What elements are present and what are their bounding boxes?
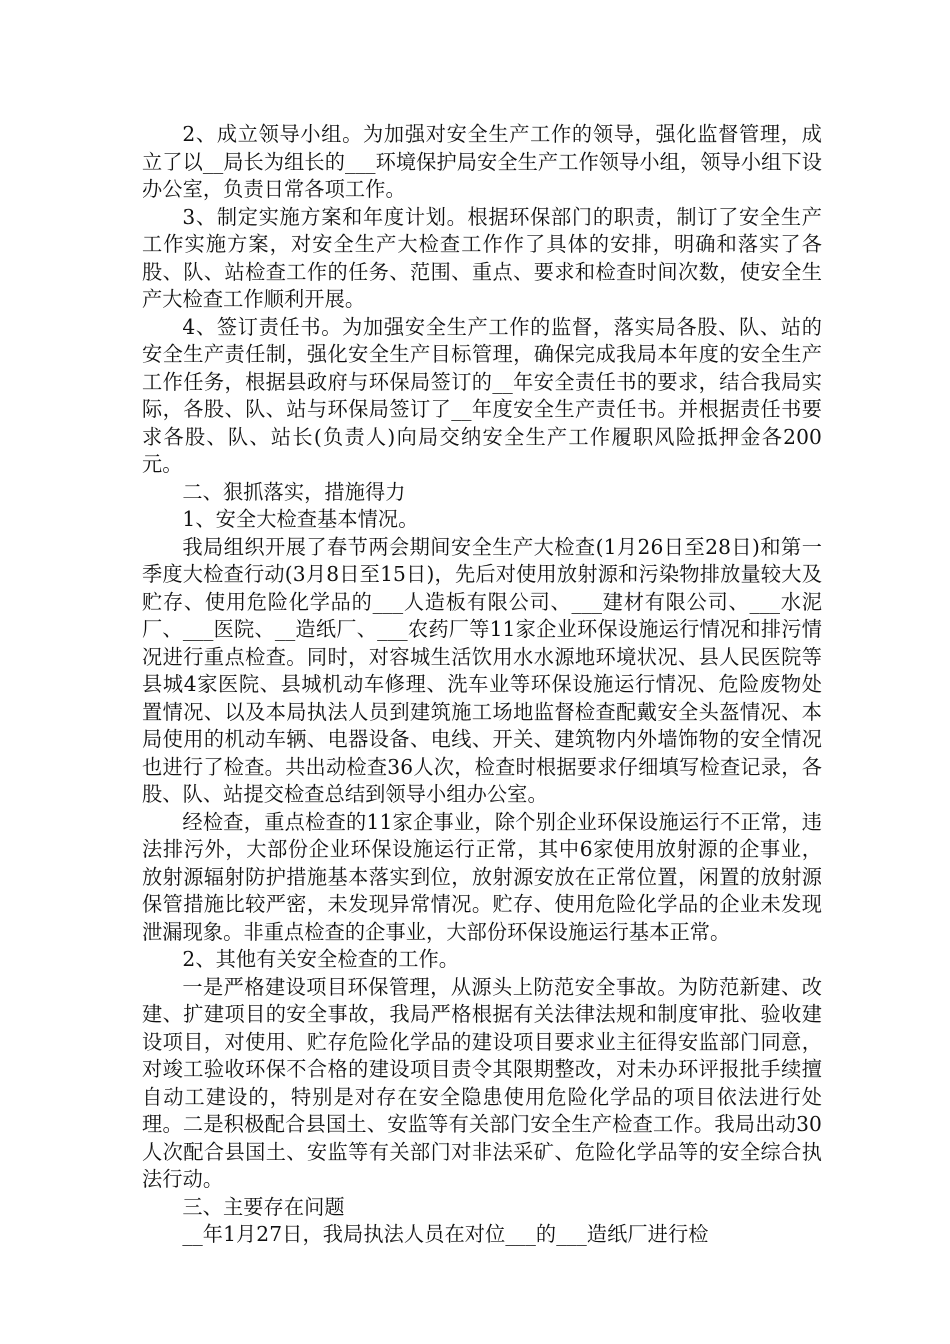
paragraph-other-inspections: 一是严格建设项目环保管理，从源头上防范安全事故。为防范新建、改建、扩建项目的安全事故，我局严格根据有关法律法规和制度审批、验收建设项目，对使用、贮存危险化学品的建设项目要求业主征得安监部门同意，对竣工验收环保不合格的建设项目责令其限期整改，对未办环评报批手续擅自动工建设的，特别是对存在安全隐患使用危险化学品的项目依法进行处理。二是积极配合县国土、安监等有关部门安全生产检查工作。我局出动30人次配合县国土、安监等有关部门对非法采矿、危险化学品等的安全综合执法行动。: [142, 974, 822, 1191]
document-body: [142, 121, 822, 1249]
paragraph-responsibility-letter: 4、签订责任书。为加强安全生产工作的监督，落实局各股、队、站的安全生产责任制，强化安全生产目标管理，确保完成我局本年度的安全生产工作任务，根据县政府与环保局签订的__年安全责任书的要求，结合我局实际，各股、队、站与环保局签订了__年度安全生产责任书。并根据责任书要求各股、队、站长(负责人)向局交纳安全生产工作履职风险抵押金各200元。: [142, 314, 822, 476]
paragraph-inspection-results: 经检查，重点检查的11家企事业，除个别企业环保设施运行不正常，违法排污外，大部份企业环保设施运行正常，其中6家使用放射源的企事业，放射源辐射防护措施基本落实到位，放射源安放在正常位置，闲置的放射源保管措施比较严密，未发现异常情况。贮存、使用危险化学品的企业未发现泄漏现象。非重点检查的企事业，大部份环保设施运行基本正常。: [142, 809, 822, 944]
paragraph-implementation-plan: 3、制定实施方案和年度计划。根据环保部门的职责，制订了安全生产工作实施方案，对安全生产大检查工作作了具体的安排，明确和落实了各股、队、站检查工作的任务、范围、重点、要求和检查时间次数，使安全生产大检查工作顺利开展。: [142, 204, 822, 311]
subheading-other-inspections: 2、其他有关安全检查的工作。: [182, 947, 460, 971]
section-heading-implementation: 二、狠抓落实，措施得力: [182, 479, 406, 504]
paragraph-leadership-group: 2、成立领导小组。为加强对安全生产工作的领导，强化监督管理，成立了以__局长为组长的___环境保护局安全生产工作领导小组，领导小组下设办公室，负责日常各项工作。: [142, 122, 822, 201]
section-heading-problems: 三、主要存在问题: [182, 1194, 345, 1219]
paragraph-inspection-details: 我局组织开展了春节两会期间安全生产大检查(1月26日至28日)和第一季度大检查行动(3月8日至15日)，先后对使用放射源和污染物排放量较大及贮存、使用危险化学品的___人造板有限公司、___建材有限公司、___水泥厂、___医院、__造纸厂、___农药厂等11家企业环保设施运行情况和排污情况进行重点检查。同时，对容城生活饮用水水源地环境状况、县人民医院等县城4家医院、县城机动车修理、洗车业等环保设施运行情况、危险废物处置情况、以及本局执法人员到建筑施工场地监督检查配戴安全头盔情况、本局使用的机动车辆、电器设备、电线、开关、建筑物内外墙饰物的安全情况也进行了检查。共出动检查36人次，检查时根据要求仔细填写检查记录，各股、队、站提交检查总结到领导小组办公室。: [142, 534, 822, 806]
paragraph-problems: __年1月27日，我局执法人员在对位___的___造纸厂进行检: [182, 1222, 709, 1246]
subheading-inspection-overview: 1、安全大检查基本情况。: [182, 507, 419, 531]
